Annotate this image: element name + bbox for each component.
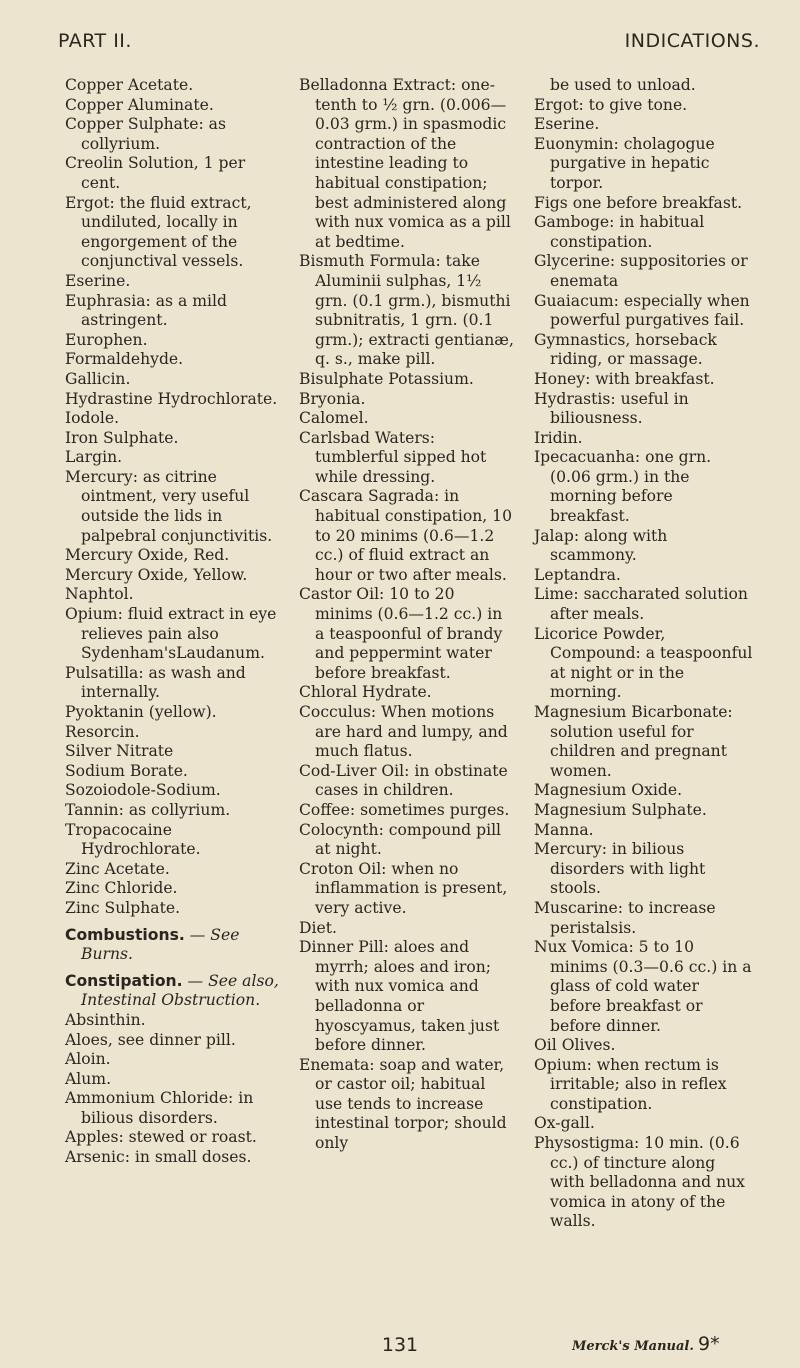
index-entry: Largin. [65,448,123,467]
index-entry: Manna. [534,820,594,839]
index-entry: Physostigma: 10 min. (0.6 cc.) of tincture along with belladonna and nux vomica in atony of the walls. [534,1134,745,1231]
index-entry: Gallicin. [65,369,131,388]
index-entry: Euonymin: cholagogue purgative in hepatic torpor. [534,134,715,192]
index-entry: Zinc Sulphate. [65,898,181,917]
index-entry: Aloin. [65,1050,111,1069]
index-entry: Apples: stewed or roast. [65,1128,257,1147]
index-entry: Ox-gall. [534,1114,595,1133]
index-entry: Licorice Powder, Compound: a teaspoonful at night or in the morning. [534,624,753,702]
index-entry: Aloes, see dinner pill. [65,1030,236,1049]
index-entry: Croton Oil: when no inflammation is present, very active. [299,859,508,917]
index-entry: Iridin. [534,428,583,447]
section-title: INDICATIONS. [624,30,760,52]
index-entry: Copper Sulphate: as collyrium. [65,115,226,153]
index-entry: Formaldehyde. [65,350,184,369]
index-entry: Mercury Oxide, Red. [65,546,230,565]
topic-heading [65,926,281,965]
index-entry: Copper Acetate. [65,76,194,94]
signature-mark: 9* [698,1333,720,1355]
index-entry: Euphrasia: as a mild astringent. [65,291,227,330]
index-entry: Alum. [65,1069,112,1088]
index-entry: Figs one before breakfast. [534,193,743,212]
index-entry: Colocynth: compound pill at night. [299,820,502,859]
index-entry: Leptandra. [534,565,621,584]
index-entry: Zinc Acetate. [65,859,170,878]
index-entry: Eserine. [65,271,131,290]
topic-heading-label: Combustions. [65,925,185,944]
column-3 [534,76,754,1232]
index-entry: Silver Nitrate [65,742,174,761]
index-entry: Pyoktanin (yellow). [65,703,217,721]
index-entry: Diet. [299,918,337,937]
index-entry: Magnesium Bicarbonate: solution useful for children and pregnant women. [534,703,733,780]
index-entry: Opium: when rectum is irritable; also in reflex constipation. [534,1055,727,1113]
index-entry: Ergot: the fluid extract, undiluted, locally in engorgement of the conjunctival vessels. [65,193,252,271]
index-entry: Bisulphate Potassium. [299,369,474,388]
index-entry: Iodole. [65,409,120,428]
index-entry: Glycerine: suppositories or enemata [534,252,748,290]
index-entry: Guaiacum: especially when powerful purgatives fail. [534,291,750,330]
index-entry: Ammonium Chloride: in bilious disorders. [65,1089,254,1127]
index-entry: Mercury: as citrine ointment, very useful outside the lids in palpebral conjunctivitis. [65,467,273,545]
index-entry: Absinthin. [65,1010,146,1029]
index-entry: Bismuth Formula: take Aluminii sulphas, 1½ grn. (0.1 grm.), bismuthi subnitratis, 1 grn. (0.1 grm.); extracti gentianæ, q. s., make pill. [299,252,514,369]
index-entry: Sozoiodole-Sodium. [65,781,221,800]
index-entry: Hydrastis: useful in biliousness. [534,389,689,428]
running-head [58,30,760,52]
page-number: 131 [381,1334,419,1356]
index-entry: Carlsbad Waters: tumblerful sipped hot while dressing. [299,428,487,486]
index-entry: Hydrastine Hydrochlorate. [65,389,278,408]
index-entry: Europhen. [65,330,148,349]
index-entry: Cascara Sagrada: in habitual constipation, 10 to 20 minims (0.6—1.2 cc.) of fluid extract an hour or two after meals. [299,487,513,584]
index-entry: Tannin: as collyrium. [65,800,231,819]
index-entry: Ipecacuanha: one grn. (0.06 grm.) in the morning before breakfast. [534,448,712,526]
index-entry: Zinc Chloride. [65,879,178,898]
topic-heading [65,972,281,1011]
index-entry: Eserine. [534,115,600,134]
index-entry: Pulsatilla: as wash and internally. [65,663,246,702]
index-entry: Dinner Pill: aloes and myrrh; aloes and iron; with nux vomica and belladonna or hyoscyamus, taken just before dinner. [299,938,500,1055]
index-entry: Coffee: sometimes purges. [299,800,510,819]
column-2 [299,76,515,1154]
index-entry: Chloral Hydrate. [299,683,432,702]
index-entry: Nux Vomica: 5 to 10 minims (0.3—0.6 cc.) in a glass of cold water before breakfast or before dinner. [534,938,752,1035]
part-label: PART II. [58,30,132,52]
index-entry: Opium: fluid extract in eye relieves pain also Sydenham'sLaudanum. [65,605,277,663]
index-entry: Copper Aluminate. [65,95,214,114]
index-entry: Cod-Liver Oil: in obstinate cases in children. [299,761,508,800]
index-entry: Tropacocaine Hydrochlorate. [65,820,201,859]
index-entry: Iron Sulphate. [65,428,179,447]
index-entry: Belladonna Extract: one-tenth to ½ grn. (0.006—0.03 grm.) in spasmodic contraction of the intestine leading to habitual constipation; best administered along with nux vomica as a pill at bedtime. [299,76,511,251]
index-entry: Cocculus: When motions are hard and lumpy, and much flatus. [299,703,508,761]
index-entry: Magnesium Sulphate. [534,800,707,819]
index-entry: Sodium Borate. [65,761,188,780]
index-entry: Resorcin. [65,722,140,741]
index-entry: Mercury Oxide, Yellow. [65,565,248,584]
index-entry: Lime: saccharated solution after meals. [534,585,748,624]
index-entry: Gymnastics, horseback riding, or massage. [534,330,717,369]
column-1 [65,76,281,1168]
index-entry: Magnesium Oxide. [534,781,683,800]
index-entry: Oil Olives. [534,1036,616,1055]
index-entry: Gamboge: in habitual constipation. [534,213,705,251]
index-entry: Mercury: in bilious disorders with light stools. [534,840,706,898]
index-entry: Naphtol. [65,585,134,604]
cross-reference: — See also, Intestinal Obstruction. [81,971,279,1010]
index-entry: Arsenic: in small doses. [65,1148,252,1167]
index-entry: Enemata: soap and water, or castor oil; habitual use tends to increase intestinal torpor; should only [299,1055,507,1153]
index-entry: Bryonia. [299,389,366,408]
topic-heading-label: Constipation. [65,971,183,990]
publisher-note: Merck's Manual. [572,1339,694,1354]
index-entry: Castor Oil: 10 to 20 minims (0.6—1.2 cc.) in a teaspoonful of brandy and peppermint water before breakfast. [299,585,503,682]
index-entry: Ergot: to give tone. [534,95,688,114]
index-entry: Calomel. [299,409,369,428]
cross-reference: — See Burns. [81,925,240,964]
index-entry: Creolin Solution, 1 per cent. [65,154,246,192]
index-entry: Honey: with breakfast. [534,369,715,388]
index-entry: Muscarine: to increase peristalsis. [534,898,716,937]
index-entry: be used to unload. [550,76,696,94]
index-entry: Jalap: along with scammony. [534,526,668,565]
